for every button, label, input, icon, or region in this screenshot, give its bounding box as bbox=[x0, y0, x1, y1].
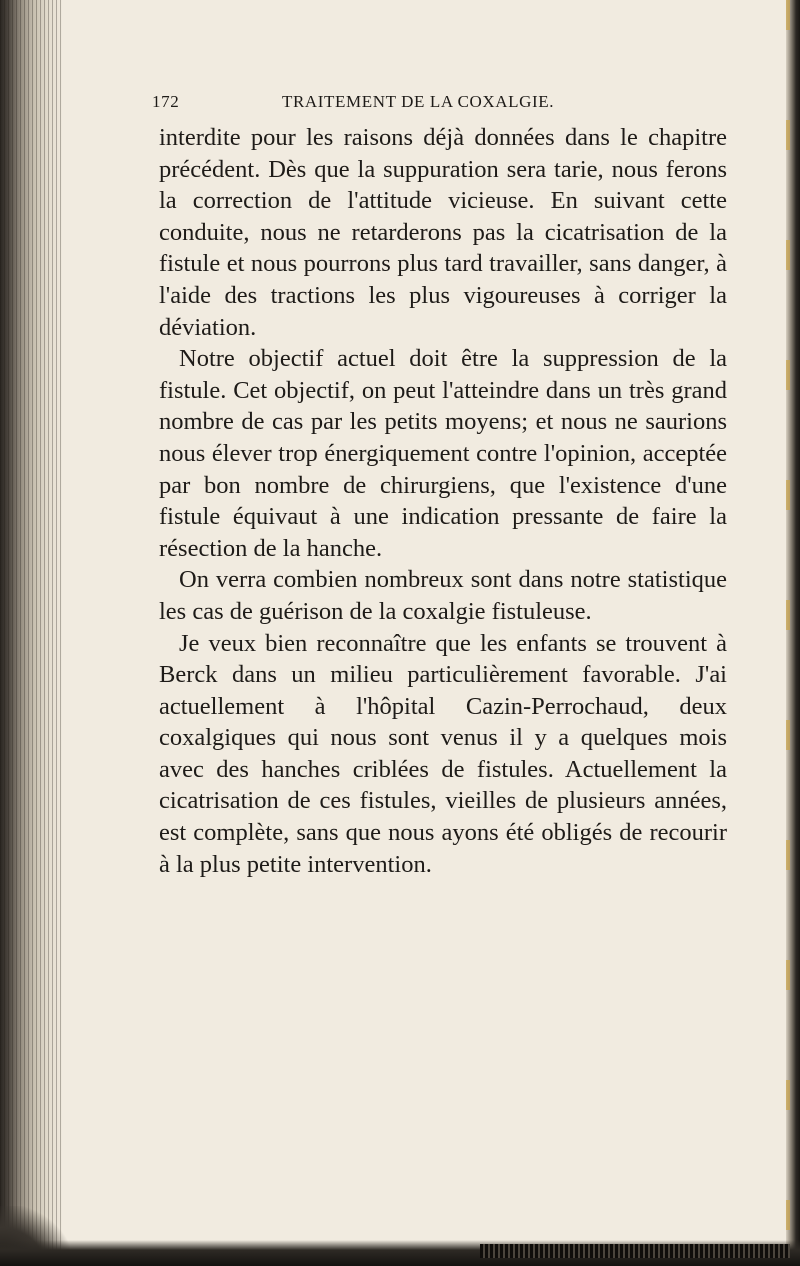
page-number: 172 bbox=[152, 92, 180, 111]
right-edge-tint bbox=[786, 0, 790, 1266]
paragraph-4: Je veux bien reconnaître que les enfants se trouvent à Berck dans un milieu particulièrement favorable. J'ai actuellement à l'hôpital Cazin-Perrochaud, deux coxalgiques qui nous sont venus il y a quelques mois avec des hanches criblées de fistules. Actuellement la cicatrisation de ces fistules, vieilles de plusieurs années, est complète, sans que nous ayons été obligés de recourir à la plus petite intervention. bbox=[159, 629, 727, 878]
body-text bbox=[159, 122, 727, 880]
running-head bbox=[150, 88, 750, 122]
book-page bbox=[150, 88, 750, 880]
paragraph-1: interdite pour les raisons déjà données dans le chapitre précédent. Dès que la suppuration sera tarie, nous ferons la correction de l'attitude vicieuse. En suivant cette conduite, nous ne retarderons pas la cicatrisation de la fistule et nous pourrons plus tard travailler, sans danger, à l'aide des tractions les plus vigoureuses à corriger la déviation. bbox=[159, 124, 727, 341]
paragraph-2: Notre objectif actuel doit être la suppression de la fistule. Cet objectif, on peut l'atteindre dans un très grand nombre de cas par les petits moyens; et nous ne saurions nous élever trop énergiquement contre l'opinion, acceptée par bon nombre de chirurgiens, que l'existence d'une fistule équivaut à une indication pressante de faire la résection de la hanche. bbox=[159, 345, 727, 562]
running-title: TRAITEMENT DE LA COXALGIE. bbox=[282, 92, 555, 111]
paragraph-3: On verra combien nombreux sont dans notre statistique les cas de guérison de la coxalgie fistuleuse. bbox=[159, 566, 727, 625]
gutter-page-edges bbox=[0, 0, 62, 1266]
bottom-edge-stripes bbox=[480, 1244, 790, 1258]
